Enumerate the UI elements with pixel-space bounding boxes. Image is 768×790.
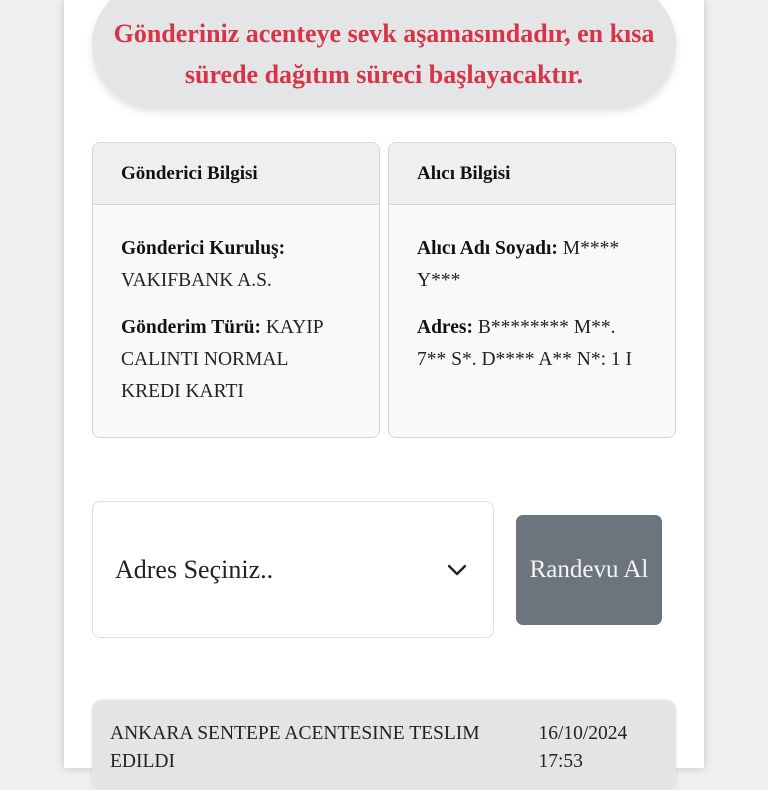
sender-info-card	[92, 142, 380, 438]
receiver-info-card	[388, 142, 676, 438]
address-select-value: Adres Seçiniz..	[115, 554, 274, 584]
field-value: KAYIP CALINTI NORMAL KREDI KARTI	[121, 317, 323, 402]
history-date: 16/10/2024 17:53	[538, 723, 628, 772]
history-row	[92, 700, 676, 776]
field-label: Alıcı Adı Soyadı:	[417, 238, 558, 259]
history-description: ANKARA SENTEPE ACENTESINE TESLIM EDILDI	[110, 723, 480, 772]
sender-organization-field	[121, 233, 351, 297]
field-label: Adres:	[417, 317, 473, 338]
status-message: Gönderiniz acenteye sevk aşamasındadır, en kısa sürede dağıtım süreci başlayacaktır.	[113, 19, 655, 89]
address-select[interactable]	[92, 501, 494, 638]
shipment-type-field	[121, 312, 351, 408]
receiver-name-field	[417, 233, 647, 297]
appointment-button[interactable]: Randevu Al	[516, 515, 662, 625]
field-value: VAKIFBANK A.S.	[121, 270, 272, 291]
tracking-history	[92, 700, 676, 790]
main-panel	[64, 0, 704, 772]
receiver-card-title: Alıcı Bilgisi	[389, 143, 675, 205]
field-value: B******** M**. 7** S*. D**** A** N*: 1 I	[417, 317, 633, 370]
chevron-down-icon	[447, 563, 467, 577]
field-label: Gönderici Kuruluş:	[121, 238, 286, 259]
field-value: M**** Y***	[417, 238, 620, 291]
field-label: Gönderim Türü:	[121, 317, 261, 338]
sender-card-title: Gönderici Bilgisi	[93, 143, 379, 205]
status-banner	[92, 0, 676, 108]
receiver-address-field	[417, 312, 647, 376]
